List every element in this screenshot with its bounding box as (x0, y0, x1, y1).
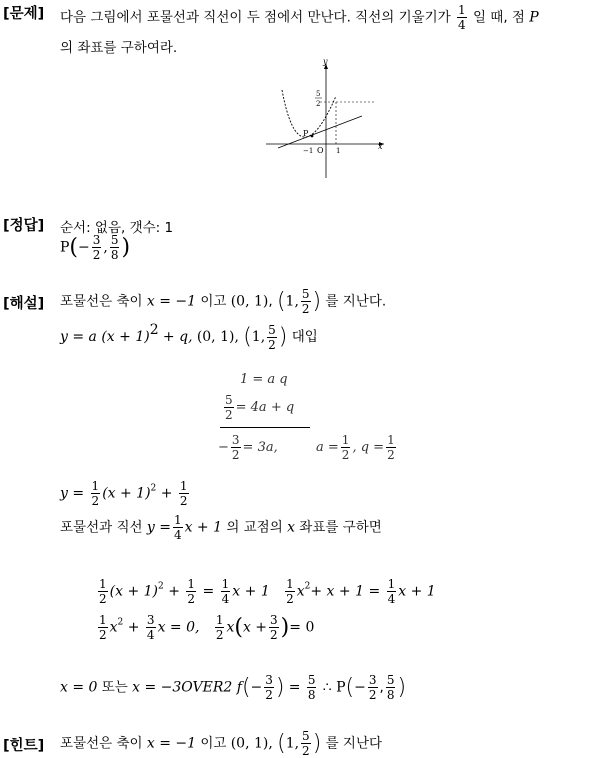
y-tick-num: 5 (316, 90, 321, 98)
origin-label: O (317, 146, 324, 155)
problem-line-2: 의 좌표를 구하여라. (60, 40, 178, 56)
problem-graph (260, 56, 390, 186)
x-axis-label: x (378, 142, 383, 151)
solution-line-1: 포물선은 축이 x = −1 이고 (0, 1), (1, $\frac{5}{2}$ ) 를 지난다. (60, 287, 387, 316)
problem-line-1: 다음 그림에서 포물선과 직선이 두 점에서 만난다. 직선의 기울기가 $\frac{1}{4}$ 일 때, 점 P (60, 3, 539, 32)
system-rule (220, 427, 310, 428)
system-line-1: 1 = a q (240, 372, 288, 387)
answer-point: P(− $\frac{3}{2}$ , $\frac{5}{8}$ ) (60, 233, 131, 262)
solution-line-3: y = $\frac{1}{2}$ $(x + 1)^2$ + $\frac{1}{2}$ (60, 479, 188, 508)
solution-tag: [해설] (3, 296, 45, 312)
point-p (311, 135, 314, 138)
equation-line-1: $\frac{1}{2}$ $(x + 1)^2$ + $\frac{1}{2}$ = $\frac{1}{4}$ x + 1 $\frac{1}{2}$ $x^2+ x + 1$ = $\frac{1}{4}$ x + 1 (99, 577, 436, 606)
y-axis-label: y (323, 57, 328, 66)
parabola (282, 90, 336, 137)
solution-line-2: y = a $(x + 1)^2 + q$, (0, 1), (1, $\frac{5}{2}$ ) 대입 (60, 322, 318, 352)
hint-line: 포물선은 축이 x = −1 이고 (0, 1), (1, $\frac{5}{2}$ ) 를 지난다 (60, 729, 383, 758)
system-line-3: − $\frac{3}{2}$ = 3a, a = $\frac{1}{2}$ , q = $\frac{1}{2}$ (218, 433, 395, 462)
system-line-2: $\frac{5}{2}$ = 4a + q (225, 393, 295, 422)
answer-tag: [정답] (3, 218, 45, 234)
tick-minus-one: −1 (303, 147, 314, 155)
tick-one: 1 (336, 147, 341, 155)
equation-line-2: $\frac{1}{2}$ $x^2$ + $\frac{3}{4}$ x = 0, $\frac{1}{2}$ x(x + $\frac{3}{2}$ )= 0 (99, 613, 315, 642)
hint-tag: [힌트] (3, 738, 45, 754)
problem-tag: [문제] (3, 6, 45, 22)
solution-line-5: x = 0 또는 x = −3OVER2 f(− $\frac{3}{2}$ ) = $\frac{5}{8}$ ∴ P(− $\frac{3}{2}$ , $\frac{5}{8}$ ) (60, 673, 407, 702)
slope-fraction: $\frac{1}{4}$ (458, 3, 466, 32)
point-p-label: P (303, 129, 309, 138)
solution-line-4: 포물선과 직선 y = $\frac{1}{4}$ x + 1 의 교점의 x 좌표를 구하면 (60, 513, 382, 542)
answer-line-1: 순서: 없음, 갯수: 1 (60, 220, 174, 236)
y-tick-den: 2 (316, 100, 321, 108)
